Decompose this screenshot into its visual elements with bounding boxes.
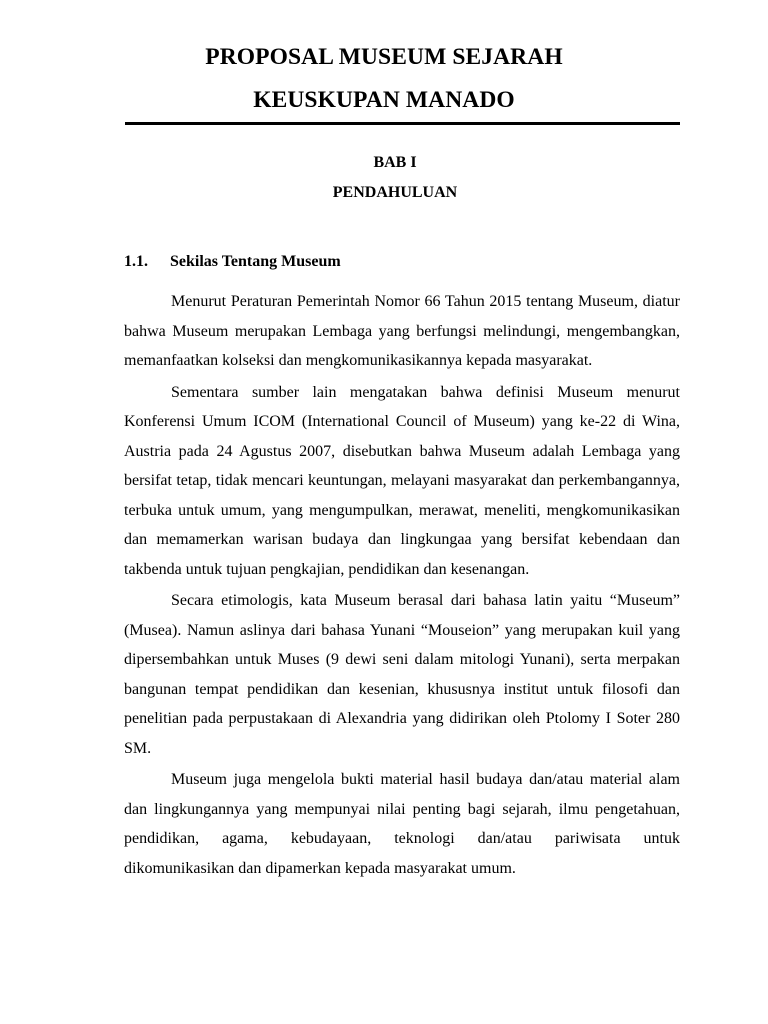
document-title-line-1: PROPOSAL MUSEUM SEJARAH [205,44,563,70]
chapter-label: BAB I [373,154,417,171]
paragraph-3: Secara etimologis, kata Museum berasal dari bahasa latin yaitu “Museum” (Musea). Namun aslinya dari bahasa Yunani “Mouseion” yang merupakan kuil yang dipersembahkan untuk Muses (9 dewi seni dalam mitologi Yunani), serta merpakan bangunan tempat pendidikan dan kesenian, khususnya institut untuk filosofi dan penelitian pada perpustakaan di Alexandria yang didirikan oleh Ptolomy I Soter 280 SM. [124,592,680,757]
section-title: Sekilas Tentang Museum [170,253,341,270]
document-title-line-2: KEUSKUPAN MANADO [253,87,515,113]
section-heading [124,253,680,271]
chapter-title: PENDAHULUAN [332,184,458,201]
paragraph-2: Sementara sumber lain mengatakan bahwa definisi Museum menurut Konferensi Umum ICOM (International Council of Museum) yang ke-22 di Wina, Austria pada 24 Agustus 2007, disebutkan bahwa Museum adalah Lembaga yang bersifat tetap, tidak mencari keuntungan, melayani masyarakat dan perkembangannya, terbuka untuk umum, yang mengumpulkan, merawat, meneliti, mengkomunikasikan dan memamerkan warisan budaya dan lingkungaa yang bersifat kebendaan dan takbenda untuk tujuan pengkajian, pendidikan dan kesenangan. [124,383,680,578]
paragraph-1: Menurut Peraturan Pemerintah Nomor 66 Tahun 2015 tentang Museum, diatur bahwa Museum merupakan Lembaga yang berfungsi melindungi, mengembangkan, memanfaatkan kolseksi dan mengkomunikasikannya kepada masyarakat. [124,293,680,369]
title-underline-rule [125,122,680,125]
section-number: 1.1. [124,253,148,270]
body-text [124,287,680,885]
paragraph-4: Museum juga mengelola bukti material hasil budaya dan/atau material alam dan lingkungannya yang mempunyai nilai penting bagi sejarah, ilmu pengetahuan, pendidikan, agama, kebudayaan, teknologi dan/atau pariwisata untuk dikomunikasikan dan dipamerkan kepada masyarakat umum. [124,771,680,877]
